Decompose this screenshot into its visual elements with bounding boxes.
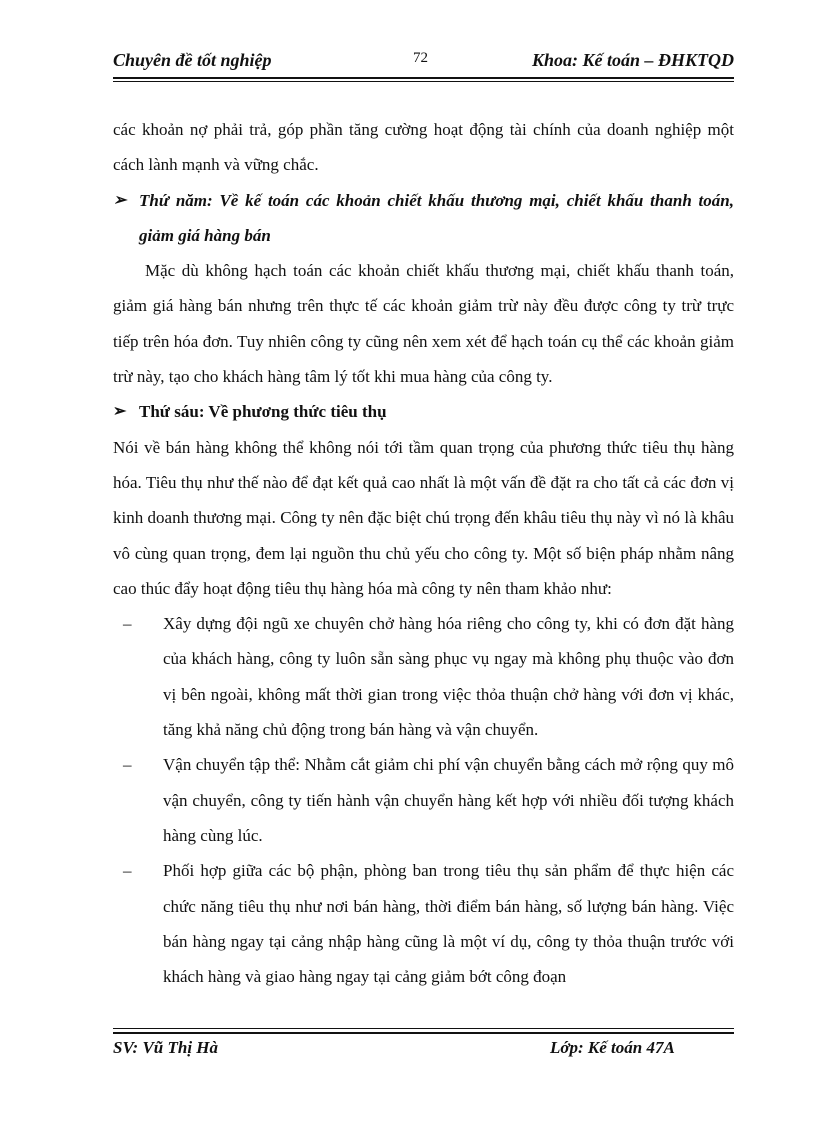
dash-bullet-icon: – — [123, 861, 132, 881]
list-item — [113, 606, 734, 747]
list-item-text: Vận chuyển tập thể: Nhằm cắt giảm chi phí vận chuyển bằng cách mở rộng quy mô vận chuyển, công ty tiến hành vận chuyển hàng kết hợp với nhiều đối tượng khách hàng cùng lúc. — [163, 755, 734, 845]
footer-rule-thin — [113, 1028, 734, 1029]
footer-student: SV: Vũ Thị Hà — [113, 1038, 219, 1057]
header-rule-thin — [113, 81, 734, 82]
list-item — [113, 853, 734, 994]
page-number: 72 — [413, 50, 428, 66]
heading-thu-sau — [113, 394, 734, 429]
page-body — [113, 112, 734, 994]
list-item — [113, 747, 734, 853]
arrow-bullet-icon: ➢ — [113, 403, 127, 421]
heading-thu-nam-text: Thứ năm: Về kế toán các khoản chiết khấu thương mại, chiết khấu thanh toán, giảm giá hàng bán — [139, 190, 734, 245]
dash-bullet-icon: – — [123, 614, 132, 634]
heading-thu-nam — [113, 183, 734, 254]
page-header — [113, 50, 734, 78]
paragraph-2: Mặc dù không hạch toán các khoản chiết khấu thương mại, chiết khấu thanh toán, giảm giá hàng bán nhưng trên thực tế các khoản giảm trừ này đều được công ty trừ trực tiếp trên hóa đơn. Tuy nhiên công ty cũng nên xem xét để hạch toán cụ thể các khoản giảm trừ này, tạo cho khách hàng tâm lý tốt khi mua hàng của công ty. — [113, 261, 734, 387]
list-item-text: Phối hợp giữa các bộ phận, phòng ban trong tiêu thụ sản phẩm để thực hiện các chức năng tiêu thụ như nơi bán hàng, thời điểm bán hàng, số lượng bán hàng. Việc bán hàng ngay tại cảng nhập hàng cũng là một ví dụ, công ty thỏa thuận trước với khách hàng và giao hàng ngay tại cảng giảm bớt công đoạn — [163, 861, 734, 987]
paragraph-3: Nói về bán hàng không thể không nói tới tầm quan trọng của phương thức tiêu thụ hàng hóa. Tiêu thụ như thế nào để đạt kết quả cao nhất là một vấn đề đặt ra cho tất cả các đơn vị kinh doanh thương mại. Công ty nên đặc biệt chú trọng đến khâu tiêu thụ này vì nó là khâu vô cùng quan trọng, đem lại nguồn thu chủ yếu cho công ty. Một số biện pháp nhằm nâng cao thúc đẩy hoạt động tiêu thụ hàng hóa mà công ty nên tham khảo như: — [113, 437, 734, 598]
heading-thu-sau-text: Thứ sáu: Về phương thức tiêu thụ — [139, 402, 387, 422]
list-item-text: Xây dựng đội ngũ xe chuyên chở hàng hóa riêng cho công ty, khi có đơn đặt hàng của khách hàng, công ty luôn sẵn sàng phục vụ ngay mà không phụ thuộc vào đơn vị bên ngoài, không mất thời gian trong việc thỏa thuận chở hàng với đơn vị khác, tăng khả năng chủ động trong bán hàng và vận chuyển. — [163, 614, 734, 740]
footer-class: Lớp: Kế toán 47A — [550, 1038, 675, 1057]
dash-bullet-icon: – — [123, 755, 132, 775]
footer-rule — [113, 1032, 734, 1034]
paragraph-1: các khoản nợ phải trả, góp phần tăng cường hoạt động tài chính của doanh nghiệp một cách lành mạnh và vững chắc. — [113, 120, 734, 175]
header-rule — [113, 77, 734, 79]
page-footer — [113, 1038, 734, 1064]
header-title: Chuyên đề tốt nghiệp — [113, 50, 272, 70]
arrow-bullet-icon: ➢ — [113, 191, 127, 209]
header-department: Khoa: Kế toán – ĐHKTQD — [531, 50, 734, 70]
